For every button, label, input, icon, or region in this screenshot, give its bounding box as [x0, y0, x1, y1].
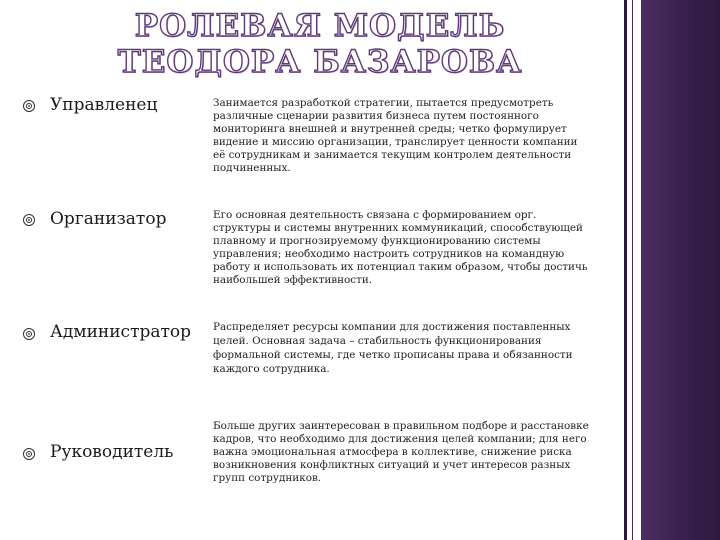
- decorative-sidebar: [641, 0, 720, 540]
- bullet-flower-icon: [22, 213, 36, 227]
- role-term: Руководитель: [50, 442, 174, 462]
- role-description: Его основная деятельность связана с формированием орг. структуры и системы внутренних коммуникаций, способствующей плавному и прогнозируемому функционированию системы управления; необходимо настроить сотрудников на командную работу и использовать их потенциал таким образом, чтобы достичь наибольшей эффективности.: [213, 209, 588, 286]
- role-description: Больше других заинтересован в правильном подборе и расстановке кадров, что необходимо для достижения целей компании; для него важна эмоциональная атмосфера в коллективе, снижение риска возникновения конфликтных ситуаций и учет интересов разных групп сотрудников.: [213, 420, 589, 484]
- role-term: Организатор: [50, 209, 167, 229]
- role-description: Распределяет ресурсы компании для достижения поставленных целей. Основная задача – стабильность функционирования формальной системы, где четко прописаны права и обязанности каждого сотрудника.: [213, 321, 573, 375]
- bullet-flower-icon: [22, 447, 36, 461]
- role-description: Занимается разработкой стратегии, пытается предусмотреть различные сценарии развития бизнеса путем постоянного мониторинга внешней и внутренней среды; четко формулирует видение и миссию организации, транслирует ценности компании её сотрудникам и занимается текущим контролем деятельности подчиненных.: [213, 97, 578, 174]
- bullet-flower-icon: [22, 99, 36, 113]
- sidebar-divider-thin: [632, 0, 633, 540]
- role-term: Управленец: [50, 95, 158, 115]
- sidebar-divider: [624, 0, 627, 540]
- bullet-flower-icon: [22, 327, 36, 341]
- page-title: РОЛЕВАЯ МОДЕЛЬ ТЕОДОРА БАЗАРОВА: [117, 8, 523, 80]
- role-term: Администратор: [50, 322, 192, 342]
